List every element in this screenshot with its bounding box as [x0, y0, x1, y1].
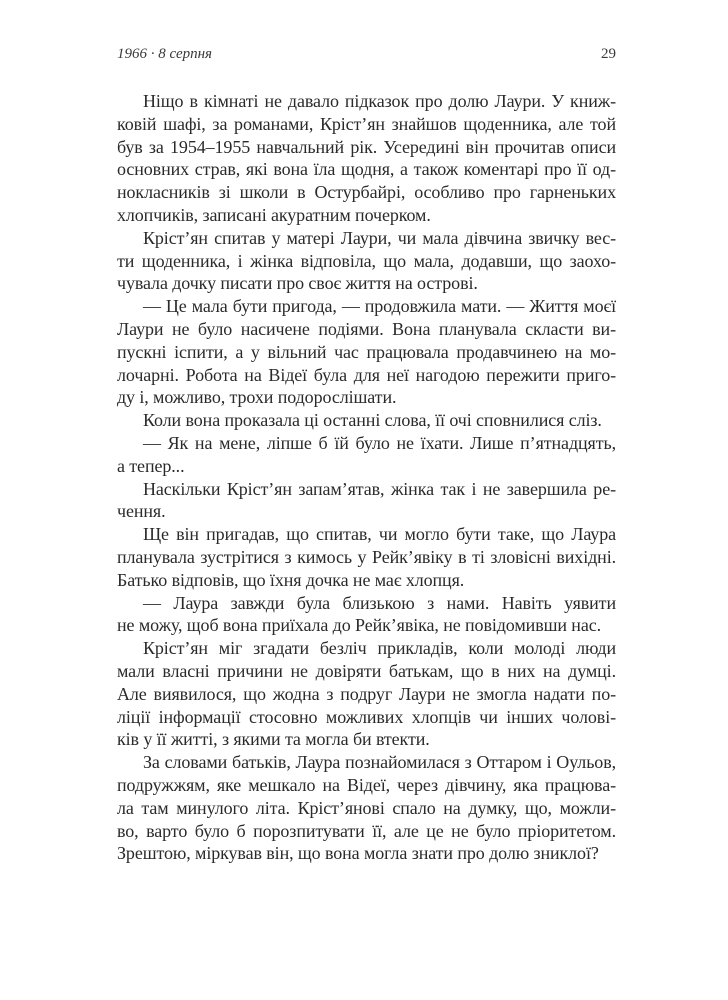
text-line: був за 1954–1955 навчальний рік. Усередині він прочитав описи	[117, 136, 616, 157]
paragraph	[117, 90, 616, 227]
text-line: Але виявилося, що жодна з подруг Лаури не змогла надати по-	[117, 683, 616, 704]
text-line: — Лаура завжди була близькою з нами. Навіть уявити	[143, 592, 616, 613]
text-line: ковій шафі, за романами, Кріст’ян знайшов щоденника, але той	[117, 113, 616, 134]
body-text	[117, 90, 616, 865]
text-line: Кріст’ян спитав у матері Лаури, чи мала дівчина звичку вес-	[143, 227, 616, 248]
paragraph	[117, 751, 616, 865]
paragraph	[117, 592, 616, 638]
paragraph	[117, 478, 616, 524]
text-line: ти щоденника, і жінка відповіла, що мала, додавши, що заохо-	[117, 250, 616, 271]
text-line: лочарні. Робота на Відеї була для неї нагодою пережити приго-	[117, 364, 616, 385]
text-line: Наскільки Кріст’ян запам’ятав, жінка так і не завершила ре-	[143, 478, 616, 499]
text-line: Коли вона проказала ці останні слова, її очі сповнилися сліз.	[143, 410, 602, 431]
paragraph	[117, 295, 616, 409]
text-line: — Як на мене, ліпше б їй було не їхати. Лише п’ятнадцять,	[143, 432, 616, 453]
text-line: нокласників зі школи в Остурбайрі, особливо про гарненьких	[117, 182, 616, 203]
paragraph	[117, 523, 616, 591]
text-line: основних страв, які вона їла щодня, а також коментарі про її од-	[117, 159, 616, 180]
running-title: 1966 · 8 серпня	[117, 46, 213, 62]
text-line: пускні іспити, а у вільний час працювала продавчинею на мо-	[117, 341, 616, 362]
text-line: ла там минулого літа. Кріст’янові спало на думку, що, можли-	[117, 797, 616, 818]
text-line: Кріст’ян міг згадати безліч прикладів, коли молоді люди	[143, 638, 616, 659]
page-number: 29	[601, 46, 616, 62]
text-line: — Це мала бути пригода, — продовжила мати. — Життя моєї	[143, 296, 616, 317]
text-line: ду і, можливо, трохи подорослішати.	[117, 387, 397, 408]
text-line: не можу, щоб вона приїхала до Рейк’явіка, не повідомивши нас.	[117, 615, 601, 636]
text-line: а тепер...	[117, 455, 185, 476]
text-line: во, варто було б порозпитувати її, але це не було пріоритетом.	[117, 820, 616, 841]
text-line: ліції інформації стосовно можливих хлопців чи інших чолові-	[117, 706, 616, 727]
text-line: За словами батьків, Лаура познайомилася з Оттаром і Оульов,	[143, 752, 616, 773]
text-line: Лаури не було насичене подіями. Вона планувала скласти ви-	[117, 318, 616, 339]
paragraph	[117, 227, 616, 295]
text-line: Зрештою, міркував він, що вона могла знати про долю зниклої?	[117, 843, 599, 864]
paragraph	[117, 432, 616, 478]
paragraph	[117, 409, 616, 432]
text-line: подружжям, яке мешкало на Відеї, через дівчину, яка працюва-	[117, 774, 616, 795]
text-line: чувала дочку писати про своє життя на острові.	[117, 273, 478, 294]
text-line: Ніщо в кімнаті не давало підказок про долю Лаури. У книж-	[143, 91, 616, 111]
text-line: планувала зустрітися з кимось у Рейк’явіку в ті зловісні вихідні.	[117, 546, 616, 567]
text-line: ків у її житті, з якими та могла би втекти.	[117, 729, 430, 750]
text-line: хлопчиків, записані акуратним почерком.	[117, 204, 431, 225]
text-line: Батько відповів, що їхня дочка не має хлопця.	[117, 569, 465, 590]
text-line: мали власні причини не довіряти батькам, що в них на думці.	[117, 660, 616, 681]
text-line: Ще він пригадав, що спитав, чи могло бути таке, що Лаура	[143, 524, 616, 545]
paragraph	[117, 637, 616, 751]
text-line: чення.	[117, 501, 166, 522]
